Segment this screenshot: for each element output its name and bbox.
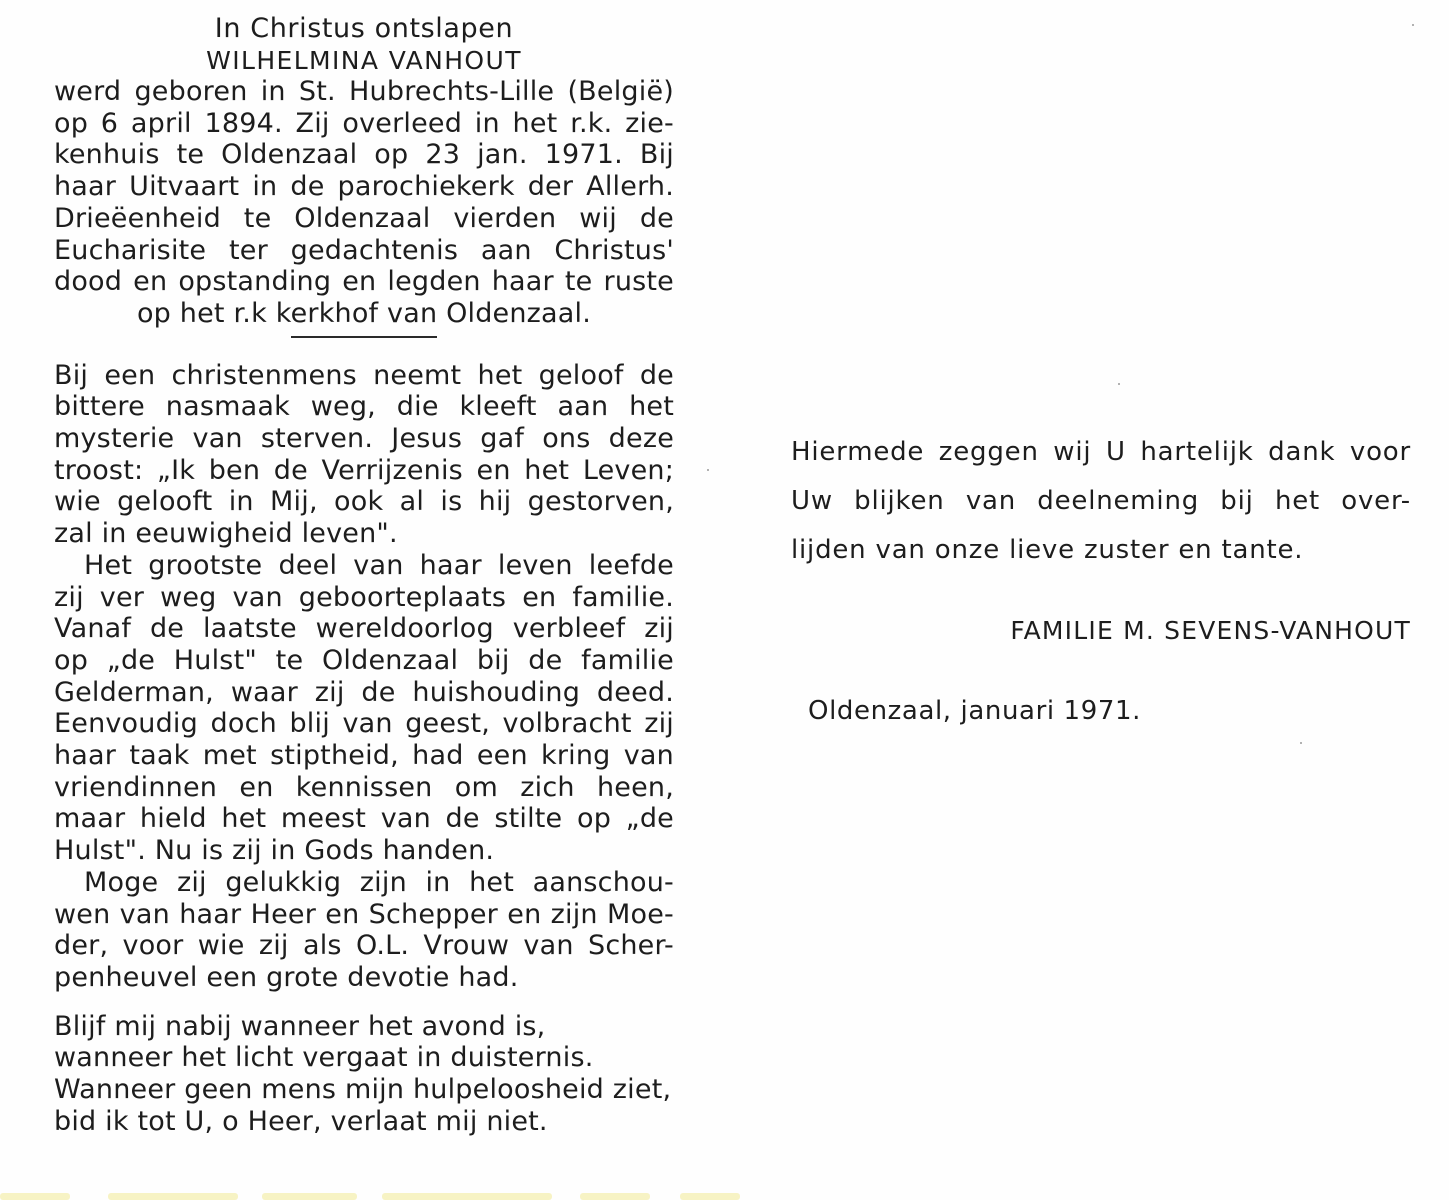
life-line: Hulst". Nu is zij in Gods handen. — [54, 835, 495, 867]
prayer-line: wanneer het licht vergaat in duisternis. — [54, 1042, 594, 1074]
reflection-line: troost: „Ik ben de Verrijzenis en het Leven; — [54, 454, 674, 486]
thanks-line: Uw blijken van deelneming bij het over- — [791, 486, 1411, 516]
thanks-line: Hiermede zeggen wij U hartelijk dank voor — [791, 437, 1411, 467]
paper-speck — [1118, 383, 1120, 385]
bio-line: dood en opstanding en legden haar te ruste — [54, 266, 674, 298]
life-line: Vanaf de laatste wereldoorlog verbleef zij — [54, 613, 674, 645]
reflection-line: Bij een christenmens neemt het geloof de — [54, 359, 674, 391]
paper-stain — [382, 1193, 552, 1200]
reflection-line: zal in eeuwigheid leven". — [54, 518, 398, 550]
reflection-line: bittere nasmaak weg, die kleeft aan het — [54, 391, 674, 423]
paper-stain — [680, 1193, 740, 1200]
wish-line: Moge zij gelukkig zijn in het aanschou- — [84, 866, 674, 898]
bio-line: kenhuis te Oldenzaal op 23 jan. 1971. Bij — [54, 139, 674, 171]
reflection-line: mysterie van sterven. Jesus gaf ons deze — [54, 423, 674, 455]
place-date: Oldenzaal, januari 1971. — [808, 696, 1141, 726]
prayer-line: bid ik tot U, o Heer, verlaat mij niet. — [54, 1105, 548, 1137]
paper-stain — [580, 1193, 650, 1200]
life-line: Het grootste deel van haar leven leefde — [84, 549, 674, 581]
card-title: In Christus ontslapen — [214, 13, 514, 44]
wish-line: wen van haar Heer en Schepper en zijn Moe- — [54, 898, 674, 930]
paper-stain — [262, 1193, 357, 1200]
prayer-verse — [54, 1011, 674, 1138]
right-column — [791, 428, 1411, 726]
section-divider — [291, 336, 437, 338]
deceased-name: WILHELMINA VANHOUT — [206, 46, 522, 75]
life-line: haar taak met stiptheid, had een kring van — [54, 740, 674, 772]
wish-line: der, voor wie zij als O.L. Vrouw van Scher- — [54, 930, 674, 962]
life-line: Eenvoudig doch blij van geest, volbracht zij — [54, 708, 674, 740]
life-paragraph — [54, 550, 674, 867]
life-line: vriendinnen en kennissen om zich heen, — [54, 771, 674, 803]
paper-speck — [707, 469, 709, 471]
family-signature: FAMILIE M. SEVENS-VANHOUT — [1010, 616, 1411, 645]
paper-speck — [1300, 742, 1302, 744]
thanks-paragraph — [791, 428, 1411, 575]
paragraph-gap — [54, 994, 674, 1011]
life-line: zij ver weg van geboorteplaats en familie. — [54, 581, 674, 613]
bio-line: werd geboren in St. Hubrechts-Lille (België) — [54, 76, 674, 107]
wish-paragraph — [54, 867, 674, 994]
prayer-line: Wanneer geen mens mijn hulpeloosheid ziet, — [54, 1074, 672, 1106]
paper-speck — [1412, 24, 1414, 26]
prayer-line: Blijf mij nabij wanneer het avond is, — [54, 1010, 546, 1042]
left-column — [54, 12, 674, 1138]
wish-line: penheuvel een grote devotie had. — [54, 961, 519, 993]
paper-stain — [108, 1193, 238, 1200]
life-line: maar hield het meest van de stilte op „de — [54, 803, 674, 835]
life-line: op „de Hulst" te Oldenzaal bij de familie — [54, 644, 674, 676]
bio-line: op 6 april 1894. Zij overleed in het r.k. zie- — [54, 107, 674, 139]
bio-line: op het r.k kerkhof van Oldenzaal. — [136, 297, 592, 329]
paper-stain — [0, 1193, 70, 1200]
reflection-line: wie gelooft in Mij, ook al is hij gestorven, — [54, 486, 674, 518]
bio-line: Drieëenheid te Oldenzaal vierden wij de — [54, 202, 674, 234]
biography-paragraph — [54, 76, 674, 330]
reflection-paragraph — [54, 360, 674, 550]
bio-line: Eucharisite ter gedachtenis aan Christus' — [54, 234, 674, 266]
life-line: Gelderman, waar zij de huishouding deed. — [54, 676, 674, 708]
bio-line: haar Uitvaart in de parochiekerk der Allerh. — [54, 171, 674, 203]
thanks-line: lijden van onze lieve zuster en tante. — [791, 535, 1304, 565]
